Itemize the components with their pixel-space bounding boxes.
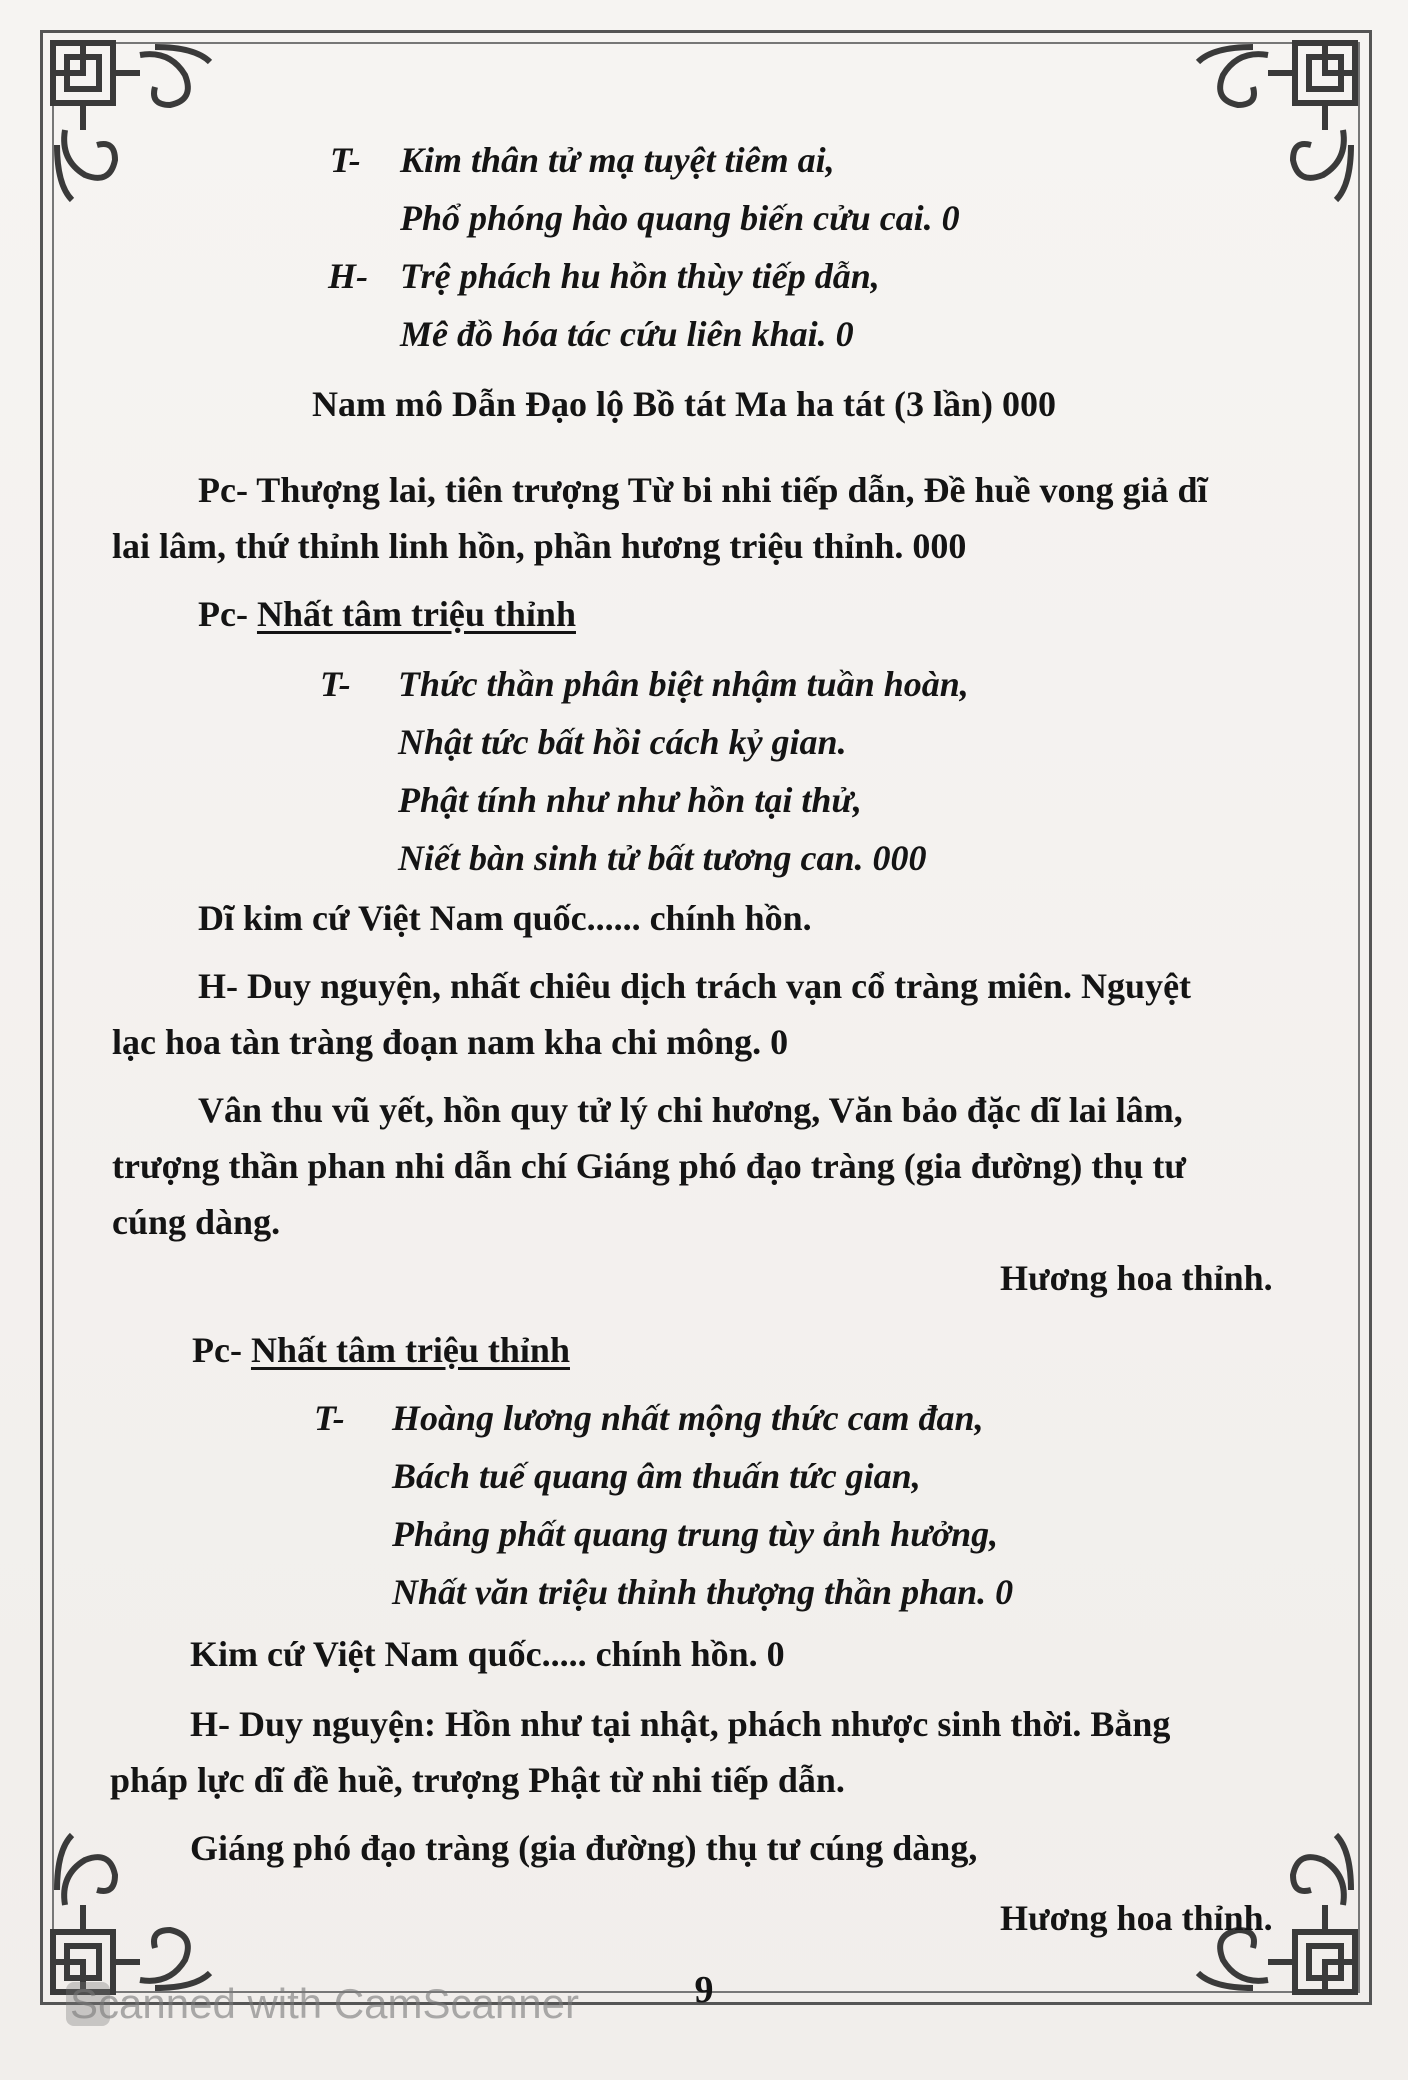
section-heading — [198, 592, 576, 636]
paragraph-line: trượng thần phan nhi dẫn chí Giáng phó đạo tràng (gia đường) thụ tư — [112, 1146, 1186, 1186]
closing: Hương hoa thỉnh. — [1000, 1258, 1273, 1298]
section-prefix: Pc- — [198, 594, 248, 634]
section-heading — [192, 1328, 570, 1372]
paragraph-line: H- Duy nguyện, nhất chiêu dịch trách vạn cổ tràng miên. Nguyệt — [198, 966, 1192, 1006]
verse-line: Bách tuế quang âm thuấn tức gian, — [392, 1456, 921, 1496]
paragraph-line: lạc hoa tàn tràng đoạn nam kha chi mông. 0 — [112, 1022, 789, 1062]
verse-line: Phật tính như như hồn tại thử, — [398, 780, 862, 820]
verse-line: Mê đồ hóa tác cứu liên khai. 0 — [400, 314, 854, 354]
section-title: Nhất tâm triệu thỉnh — [256, 594, 576, 634]
paragraph-line: Giáng phó đạo tràng (gia đường) thụ tư cúng dàng, — [190, 1828, 978, 1868]
verse-line: Thức thần phân biệt nhậm tuần hoàn, — [398, 664, 969, 704]
section-prefix: Pc- — [192, 1330, 242, 1370]
verse-marker: T- — [314, 1398, 345, 1438]
verse-marker: T- — [330, 140, 361, 180]
corner-ornament-icon — [1188, 35, 1363, 210]
verse-line: Trệ phách hu hồn thùy tiếp dẫn, — [400, 256, 880, 296]
verse-line: Phảng phất quang trung tùy ảnh hưởng, — [392, 1514, 999, 1554]
verse-line: Niết bàn sinh tử bất tương can. 000 — [398, 838, 927, 878]
paragraph-line: H- Duy nguyện: Hồn như tại nhật, phách nhược sinh thời. Bằng — [190, 1704, 1171, 1744]
dedication: Dĩ kim cứ Việt Nam quốc...... chính hồn. — [198, 898, 812, 938]
paragraph-line: Pc- Thượng lai, tiên trượng Từ bi nhi tiếp dẫn, Đề huề vong giả dĩ — [198, 470, 1208, 510]
corner-ornament-icon — [45, 35, 220, 210]
page-number: 9 — [694, 1969, 714, 2011]
dedication: Kim cứ Việt Nam quốc..... chính hồn. 0 — [190, 1634, 785, 1674]
section-title: Nhất tâm triệu thỉnh — [250, 1330, 570, 1370]
verse-marker: H- — [328, 256, 368, 296]
paragraph-line: Vân thu vũ yết, hồn quy tử lý chi hương, Văn bảo đặc dĩ lai lâm, — [198, 1090, 1183, 1130]
verse-line: Nhật tức bất hồi cách kỷ gian. — [398, 722, 847, 762]
closing: Hương hoa thỉnh. — [1000, 1898, 1273, 1938]
invocation: Nam mô Dẫn Đạo lộ Bồ tát Ma ha tát (3 lần) 000 — [312, 384, 1056, 424]
paragraph-line: lai lâm, thứ thỉnh linh hồn, phần hương triệu thỉnh. 000 — [112, 526, 967, 566]
paragraph-line: pháp lực dĩ đề huề, trượng Phật từ nhi tiếp dẫn. — [110, 1760, 845, 1800]
paragraph-line: cúng dàng. — [112, 1202, 281, 1242]
verse-line: Nhất văn triệu thỉnh thượng thần phan. 0 — [392, 1572, 1014, 1612]
verse-line: Kim thân tử mạ tuyệt tiêm ai, — [400, 140, 835, 180]
scanner-watermark: Scanned with CamScanner — [70, 1980, 579, 2027]
verse-line: Hoàng lương nhất mộng thức cam đan, — [392, 1398, 984, 1438]
verse-marker: T- — [320, 664, 351, 704]
verse-line: Phổ phóng hào quang biến cửu cai. 0 — [400, 198, 960, 238]
